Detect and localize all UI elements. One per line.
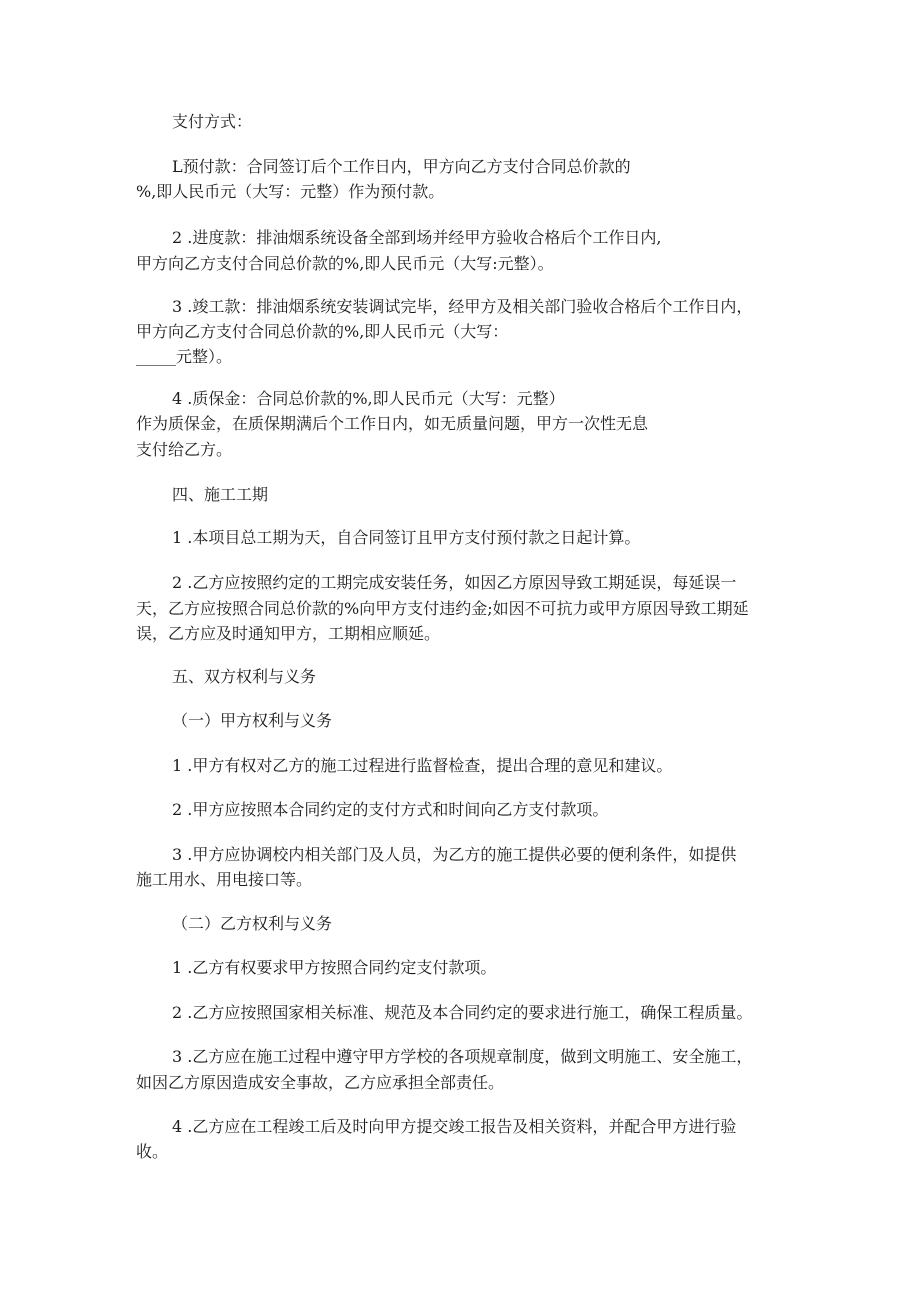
- schedule-item-2-line-3: 误，乙方应及时通知甲方，工期相应顺延。: [136, 624, 441, 643]
- party-b-item-3-line-2: 如因乙方原因造成安全事故，乙方应承担全部责任。: [136, 1073, 505, 1092]
- progress-payment-line-1: 2 .进度款：排油烟系统设备全部到场并经甲方验收合格后个工作日内,: [172, 228, 662, 247]
- schedule-item-2-line-2: 天，乙方应按照合同总价款的%向甲方支付违约金;如因不可抗力或甲方原因导致工期延: [136, 599, 749, 618]
- payment-heading: 支付方式：: [172, 112, 253, 131]
- party-b-item-3-line-1: 3 .乙方应在施工过程中遵守甲方学校的各项规章制度，做到文明施工、安全施工，: [172, 1047, 753, 1066]
- advance-payment-line-2: %,即人民币元（大写：元整）作为预付款。: [136, 182, 445, 201]
- warranty-line-2: 作为质保金，在质保期满后个工作日内，如无质量问题，甲方一次性无息: [136, 414, 649, 433]
- party-b-item-4-line-2: 收。: [136, 1142, 169, 1161]
- schedule-item-2-line-1: 2 .乙方应按照约定的工期完成安装任务，如因乙方原因导致工期延误，每延误一: [172, 573, 737, 592]
- completion-payment-line-3: _____元整）。: [136, 347, 233, 366]
- party-a-item-1: 1 .甲方有权对乙方的施工过程进行监督检查，提出合理的意见和建议。: [172, 756, 673, 775]
- party-b-item-1: 1 .乙方有权要求甲方按照合同约定支付款项。: [172, 958, 497, 977]
- party-a-item-3-line-2: 施工用水、用电接口等。: [136, 870, 313, 889]
- party-a-subheading: （一）甲方权利与义务: [172, 711, 333, 730]
- progress-payment-line-2: 甲方向乙方支付合同总价款的%,即人民币元（大写:元整）。: [136, 254, 554, 273]
- completion-payment-line-1: 3 .竣工款：排油烟系统安装调试完毕，经甲方及相关部门验收合格后个工作日内，: [172, 297, 753, 316]
- party-a-item-3-line-1: 3 .甲方应协调校内相关部门及人员，为乙方的施工提供必要的便利条件，如提供: [172, 845, 737, 864]
- warranty-line-3: 支付给乙方。: [136, 440, 233, 459]
- section-five-heading: 五、双方权利与义务: [172, 667, 317, 686]
- schedule-item-1: 1 .本项目总工期为天，自合同签订且甲方支付预付款之日起计算。: [172, 528, 641, 547]
- party-a-item-2: 2 .甲方应按照本合同约定的支付方式和时间向乙方支付款项。: [172, 800, 609, 819]
- completion-payment-line-2: 甲方向乙方支付合同总价款的%,即人民币元（大写：: [136, 322, 509, 341]
- party-b-item-2: 2 .乙方应按照国家相关标准、规范及本合同约定的要求进行施工，确保工程质量。: [172, 1003, 753, 1022]
- section-four-heading: 四、施工工期: [172, 485, 269, 504]
- party-b-subheading: （二）乙方权利与义务: [172, 914, 333, 933]
- party-b-item-4-line-1: 4 .乙方应在工程竣工后及时向甲方提交竣工报告及相关资料，并配合甲方进行验: [172, 1117, 737, 1136]
- warranty-line-1: 4 .质保金：合同总价款的%,即人民币元（大写：元整）: [172, 389, 565, 408]
- advance-payment-line-1: L预付款：合同签订后个工作日内，甲方向乙方支付合同总价款的: [172, 157, 631, 176]
